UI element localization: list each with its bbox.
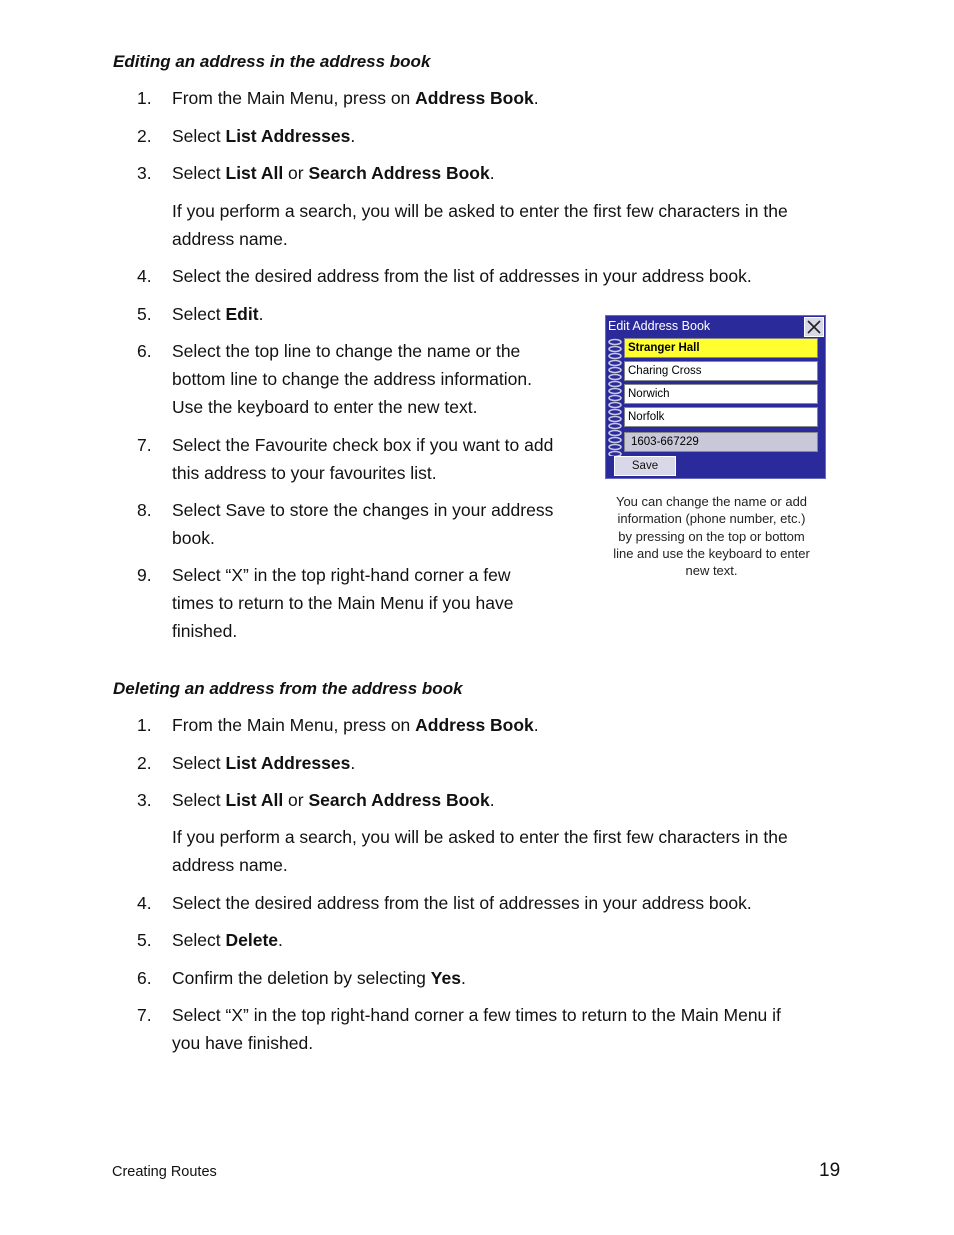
address-line-field[interactable]: Charing Cross xyxy=(624,361,818,381)
page-number: 19 xyxy=(819,1160,841,1181)
save-button[interactable]: Save xyxy=(614,456,676,476)
section-heading-deleting: Deleting an address from the address book xyxy=(113,679,463,698)
delete-search-note: If you perform a search, you will be asked to enter the first few characters in the address name. xyxy=(172,827,788,875)
address-line-field[interactable]: Norfolk xyxy=(624,407,818,427)
edit-address-book-screenshot xyxy=(605,315,826,479)
footer-chapter-title: Creating Routes xyxy=(112,1164,217,1180)
close-x-icon[interactable] xyxy=(804,317,824,337)
spiral-binding-icon xyxy=(607,338,623,456)
edit-search-note: If you perform a search, you will be asked to enter the first few characters in the address name. xyxy=(172,201,788,249)
address-line-field[interactable]: Norwich xyxy=(624,384,818,404)
device-title: Edit Address Book xyxy=(608,319,711,333)
phone-line-field[interactable]: 1603-667229 xyxy=(624,432,818,452)
figure-caption: You can change the name or add information (phone number, etc.) by pressing on the top or bottom line and use the keyboard to enter new text. xyxy=(613,494,810,579)
name-line-field[interactable]: Stranger Hall xyxy=(624,338,818,358)
section-heading-editing: Editing an address in the address book xyxy=(113,52,431,71)
